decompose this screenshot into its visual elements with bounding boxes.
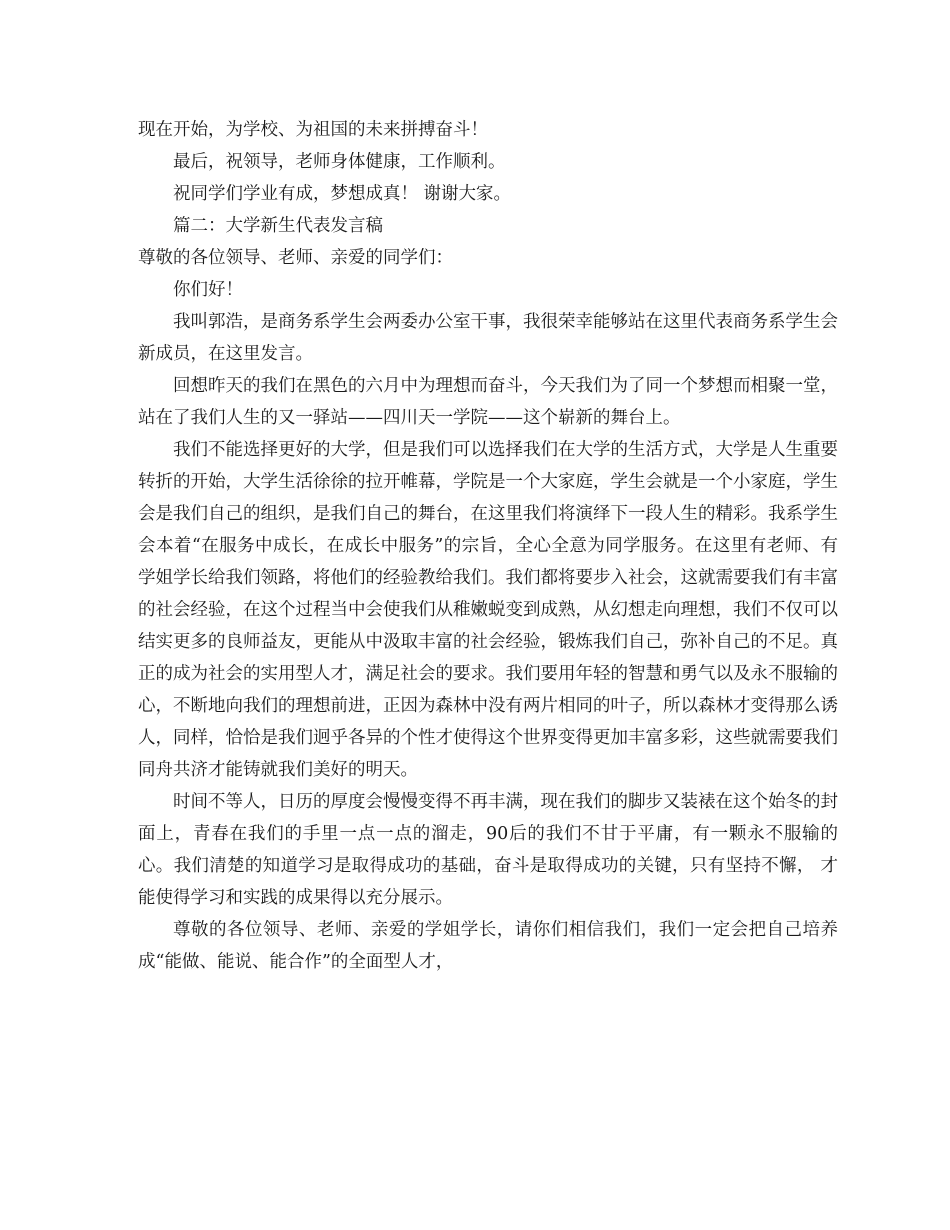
paragraph-recall: 回想昨天的我们在黑色的六月中为理想而奋斗，今天我们为了同一个梦想而相聚一堂，站在了我们人生的又一驿站——四川天一学院——这个崭新的舞台上。 xyxy=(138,376,838,428)
document-body xyxy=(138,114,838,978)
paragraph-closing-line: 现在开始，为学校、为祖国的未来拼搏奋斗！ xyxy=(138,120,488,140)
salutation: 尊敬的各位领导、老师、亲爱的同学们： xyxy=(138,248,453,268)
paragraph-university-life: 我们不能选择更好的大学，但是我们可以选择我们在大学的生活方式，大学是人生重要转折的开始，大学生活徐徐的拉开帷幕，学院是一个大家庭，学生会就是一个小家庭，学生会是我们自己的组织，是我们自己的舞台，在这里我们将演绎下一段人生的精彩。我系学生会本着“在服务中成长，在成长中服务”的宗旨，全心全意为同学服务。在这里有老师、有学姐学长给我们领路，将他们的经验教给我们。我们都将要步入社会，这就需要我们有丰富的社会经验，在这个过程当中会使我们从稚嫩蜕变到成熟，从幻想走向理想，我们不仅可以结实更多的良师益友，更能从中汲取丰富的社会经验，锻炼我们自己，弥补自己的不足。真正的成为社会的实用型人才，满足社会的要求。我们要用年轻的智慧和勇气以及永不服输的心，不断地向我们的理想前进，正因为森林中没有两片相同的叶子，所以森林才变得那么诱人，同样，恰恰是我们迥乎各异的个性才使得这个世界变得更加丰富多彩，这些就需要我们同舟共济才能铸就我们美好的明天。 xyxy=(138,440,838,780)
greeting: 你们好！ xyxy=(173,280,243,300)
section-heading: 篇二：大学新生代表发言稿 xyxy=(173,216,383,236)
paragraph-time: 时间不等人，日历的厚度会慢慢变得不再丰满，现在我们的脚步又装裱在这个始冬的封面上，青春在我们的手里一点一点的溜走，90后的我们不甘于平庸，有一颗永不服输的心。我们清楚的知道学习是取得成功的基础，奋斗是取得成功的关键，只有坚持不懈， 才能使得学习和实践的成果得以充分展示。 xyxy=(138,792,838,908)
paragraph-wishes-leaders: 最后，祝领导，老师身体健康，工作顺利。 xyxy=(173,152,506,172)
paragraph-pledge: 尊敬的各位领导、老师、亲爱的学姐学长，请你们相信我们，我们一定会把自己培养成“能做、能说、能合作”的全面型人才， xyxy=(138,920,838,972)
paragraph-wishes-students: 祝同学们学业有成，梦想成真！ 谢谢大家。 xyxy=(173,184,512,204)
paragraph-introduction: 我叫郭浩，是商务系学生会两委办公室干事，我很荣幸能够站在这里代表商务系学生会新成员，在这里发言。 xyxy=(138,312,838,364)
